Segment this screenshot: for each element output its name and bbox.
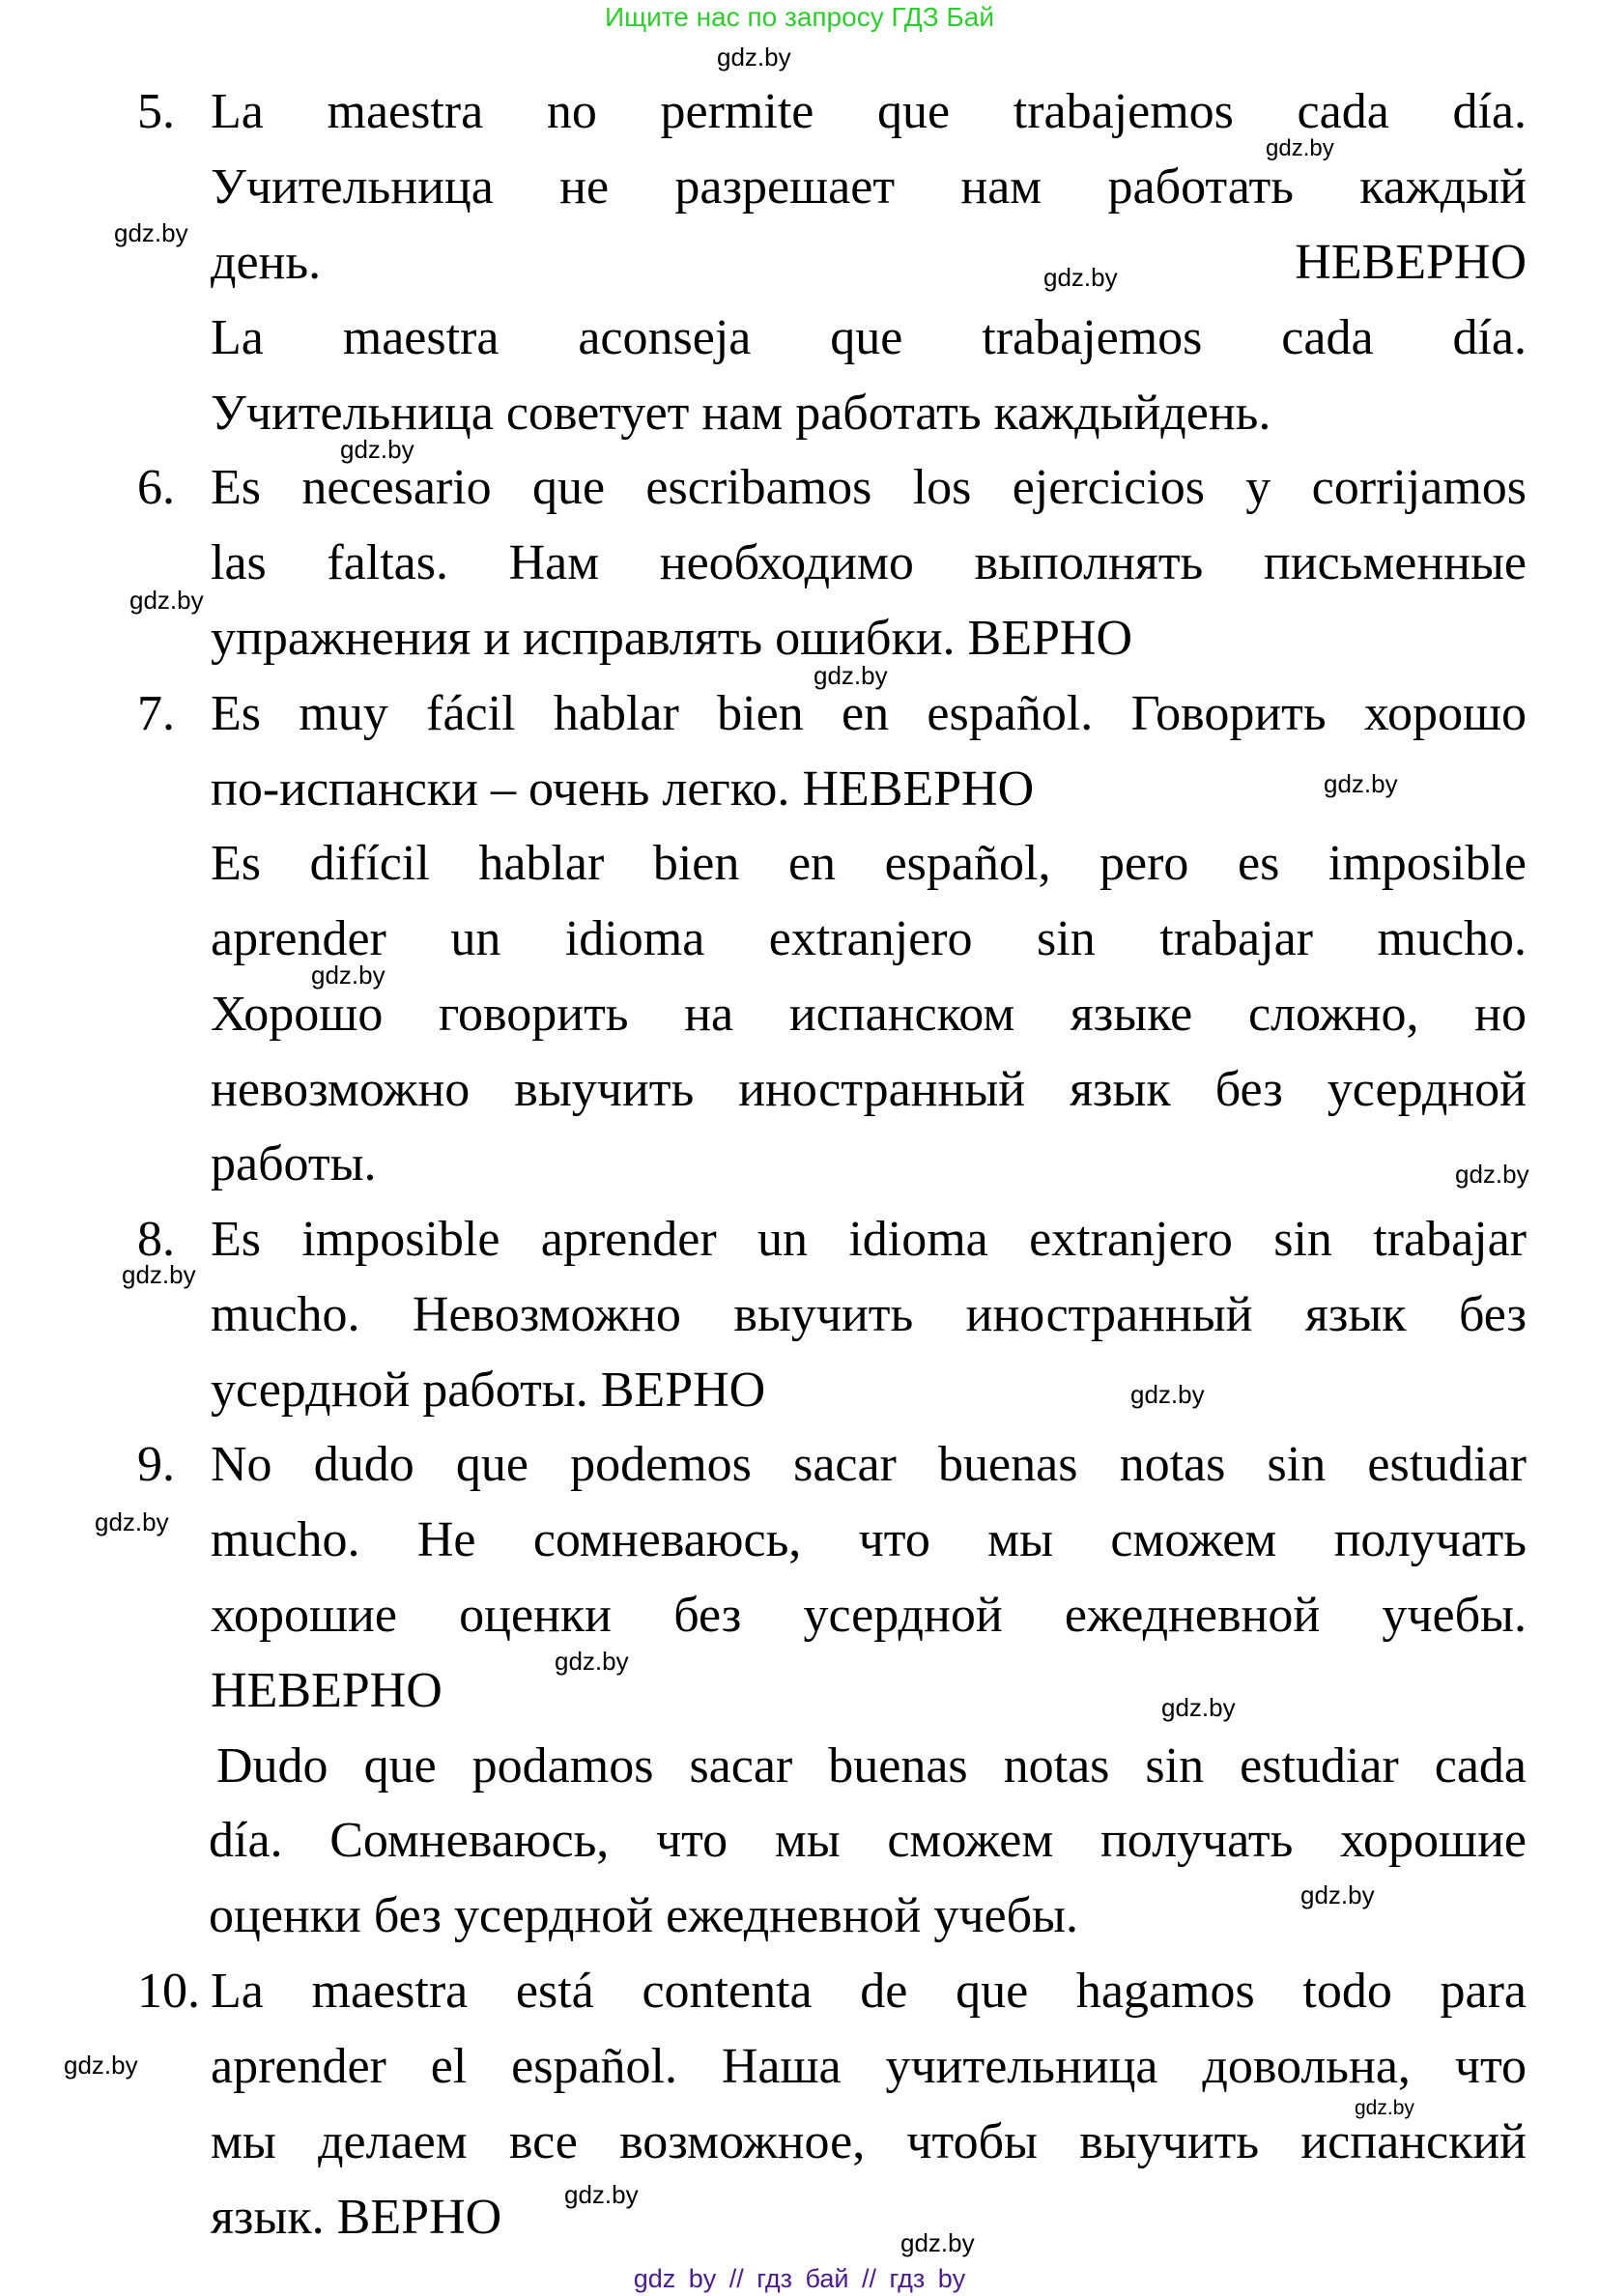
watermark: gdz.by — [1266, 135, 1334, 161]
footer-links[interactable]: gdz by // гдз бай // гдз by — [633, 2264, 966, 2293]
item-line: aprender el español. Наша учительница довольна, что — [211, 2039, 1527, 2094]
verdict-label: НЕВЕРНО — [211, 1663, 443, 1718]
watermark: gdz.by — [555, 1647, 629, 1676]
item-line: mucho. Не сомневаюсь, что мы сможем получать — [211, 1512, 1527, 1567]
watermark: gdz.by — [64, 2051, 138, 2080]
item-line-split — [211, 225, 1527, 301]
search-hint-banner: Ищите нас по запросу ГДЗ Бай — [604, 2, 995, 32]
watermark: gdz.by — [114, 218, 188, 247]
correction-line: aprender un idioma extranjero sin trabajar mucho. — [211, 911, 1527, 966]
item-line: La maestra no permite que trabajemos cada día. — [211, 84, 1527, 139]
watermark: gdz.by — [1161, 1693, 1236, 1722]
watermark: gdz.by — [122, 1260, 196, 1289]
watermark: gdz.by — [1355, 2097, 1414, 2119]
correction-line: Хорошо говорить на испанском языке сложно, но — [211, 987, 1527, 1042]
item-line: No dudo que podemos sacar buenas notas sin estudiar — [211, 1437, 1527, 1492]
watermark: gdz.by — [814, 661, 888, 690]
watermark: gdz.by — [564, 2180, 639, 2209]
item-line: Es imposible aprender un idioma extranjero sin trabajar — [211, 1212, 1527, 1267]
watermark: gdz.by — [900, 2228, 975, 2257]
item-line: Es muy fácil hablar bien en español. Говорить хорошо — [211, 686, 1527, 741]
item-line: La maestra está contenta de que hagamos todo para — [211, 1964, 1527, 2019]
item-number: 8. — [137, 1212, 175, 1267]
correction-line: Es difícil hablar bien en español, pero es imposible — [211, 836, 1527, 891]
item-number: 9. — [137, 1437, 175, 1492]
item-line: mucho. Невозможно выучить иностранный язык без — [211, 1287, 1527, 1342]
watermark: gdz.by — [311, 961, 385, 990]
watermark: gdz.by — [95, 1507, 169, 1536]
item-line: las faltas. Нам необходимо выполнять письменные — [211, 535, 1527, 590]
watermark: gdz.by — [1324, 769, 1398, 798]
watermark: gdz.by — [717, 43, 791, 72]
watermark: gdz.by — [129, 586, 204, 615]
item-line: по-испански – очень легко. НЕВЕРНО — [211, 761, 1035, 817]
item-line: Es necesario que escribamos los ejercicios y corrijamos — [211, 460, 1527, 515]
item-line: усердной работы. ВЕРНО — [211, 1363, 766, 1418]
correction-line: Dudo que podamos sacar buenas notas sin estudiar cada — [216, 1738, 1527, 1794]
correction-line: día. Сомневаюсь, что мы сможем получать хорошие — [209, 1813, 1527, 1868]
watermark: gdz.by — [1043, 263, 1118, 292]
item-line: Учительница не разрешает нам работать каждый — [211, 159, 1527, 215]
item-line: упражнения и исправлять ошибки. ВЕРНО — [211, 611, 1133, 666]
watermark: gdz.by — [1455, 1160, 1529, 1189]
correction-line: оценки без усердной ежедневной учебы. — [209, 1888, 1078, 1943]
item-number: 6. — [137, 460, 175, 515]
item-line: хорошие оценки без усердной ежедневной учебы. — [211, 1588, 1527, 1643]
correction-line: работы. — [211, 1136, 377, 1191]
item-line-left: день. — [211, 235, 322, 290]
item-number: 10. — [137, 1964, 200, 2019]
item-line: язык. ВЕРНО — [211, 2190, 502, 2245]
correction-line: La maestra aconseja que trabajemos cada día. — [211, 310, 1527, 365]
item-number: 5. — [137, 84, 175, 139]
item-line: мы делаем все возможное, чтобы выучить испанский — [211, 2114, 1527, 2169]
watermark: gdz.by — [340, 435, 414, 464]
verdict-label: НЕВЕРНО — [1295, 235, 1527, 290]
correction-line: Учительница советует нам работать каждыйдень. — [211, 386, 1271, 441]
watermark: gdz.by — [1300, 1880, 1375, 1909]
watermark: gdz.by — [1130, 1380, 1205, 1409]
correction-line: невозможно выучить иностранный язык без усердной — [211, 1062, 1527, 1117]
item-number: 7. — [137, 686, 175, 741]
